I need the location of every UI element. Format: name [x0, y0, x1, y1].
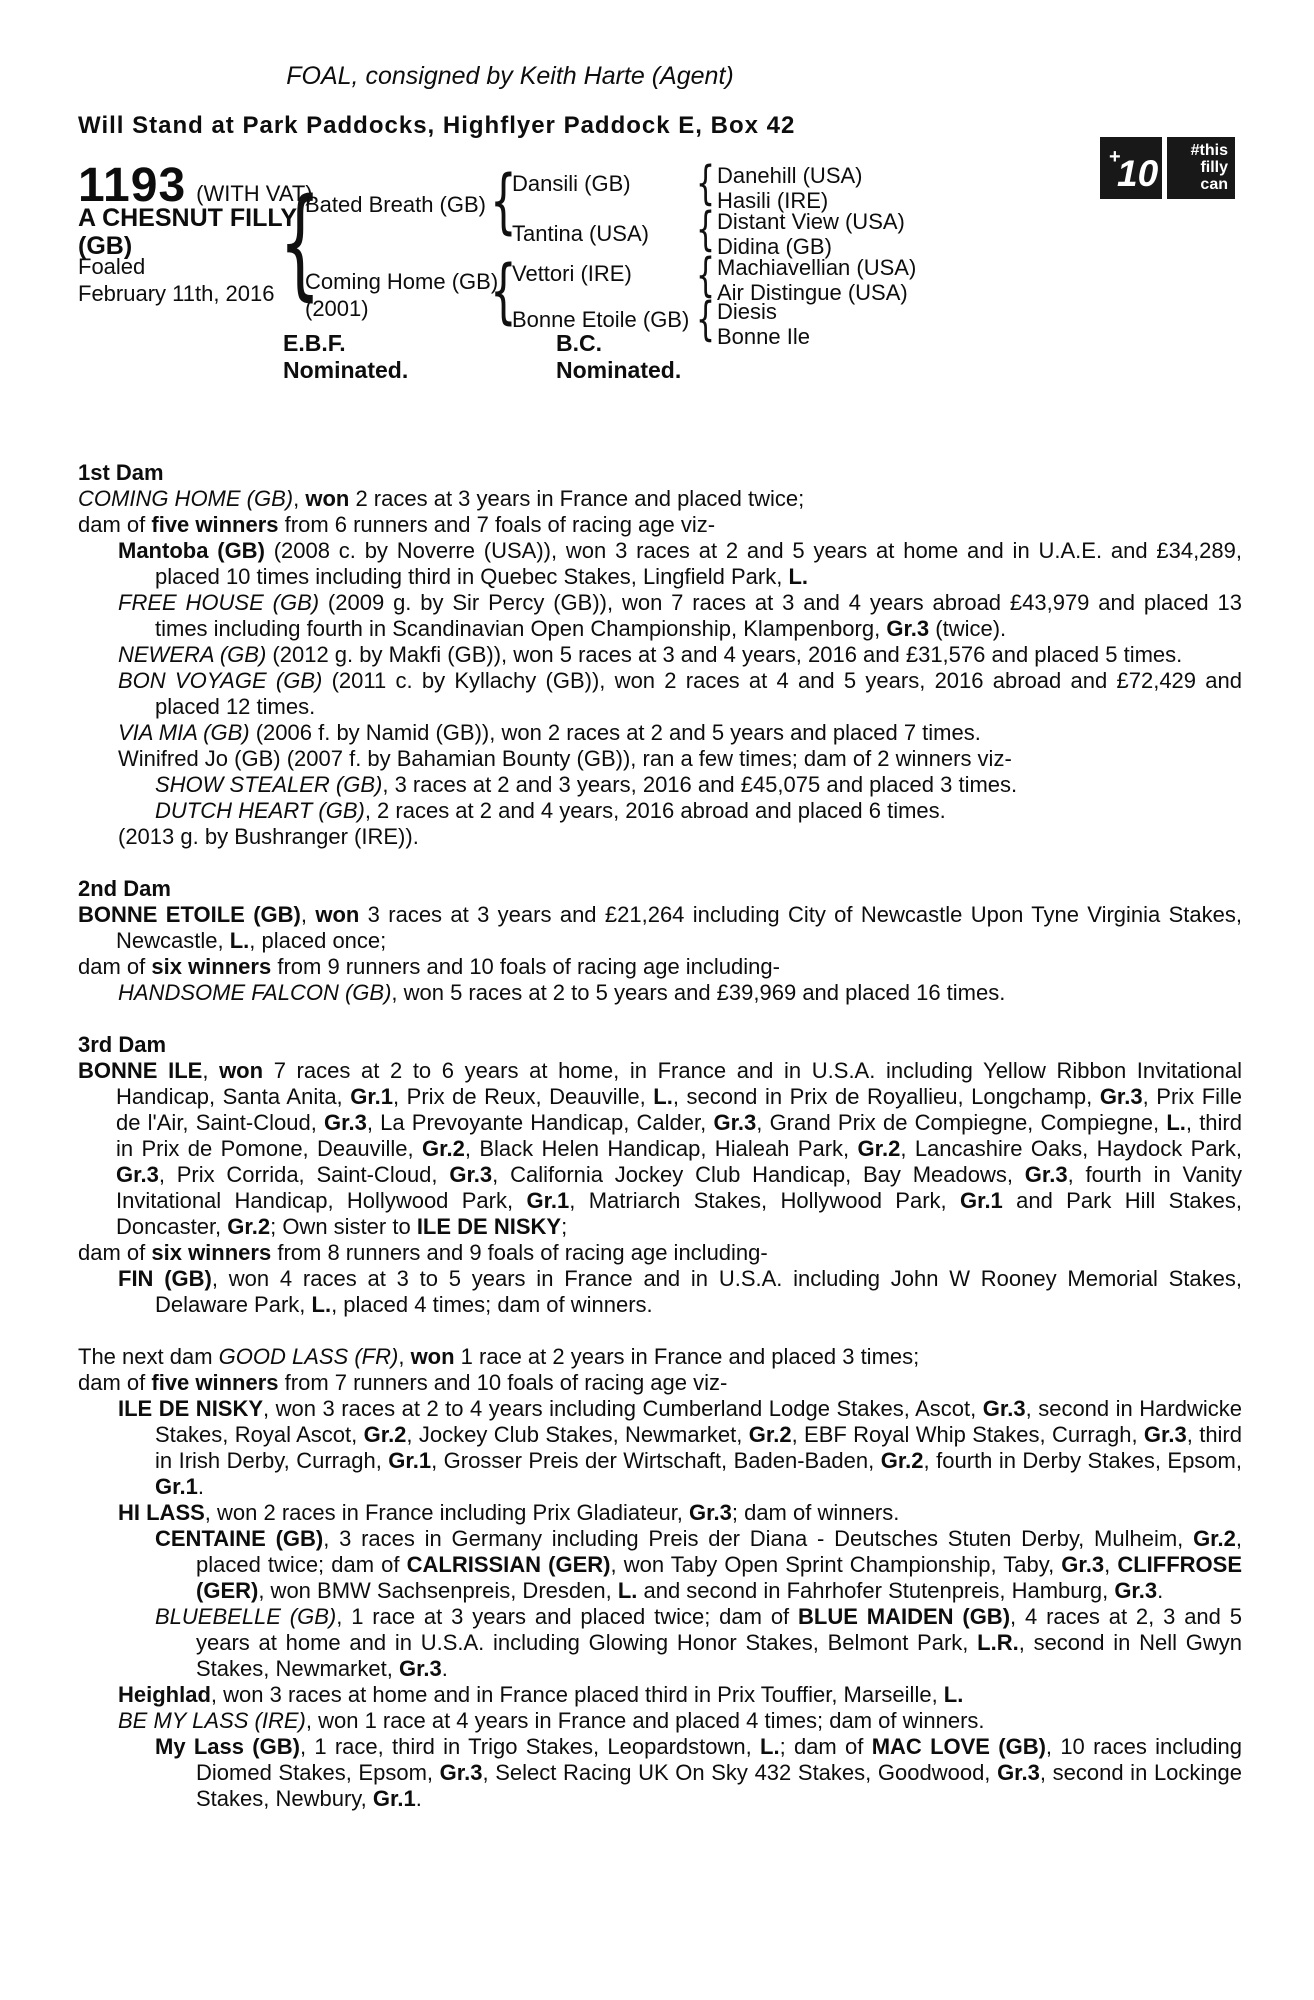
pedigree-dam-year: (2001)	[305, 296, 369, 321]
text-segment: Gr.3	[1061, 1552, 1105, 1577]
text-segment: won	[410, 1344, 455, 1369]
text-segment: Winifred Jo (GB) (2007 f. by Bahamian Bounty (GB)), ran a few times; dam of 2 winners viz-	[118, 746, 1012, 771]
pedigree-paragraph	[78, 1058, 1242, 1240]
pedigree-brace	[696, 296, 715, 342]
text-segment: ,	[398, 1344, 411, 1369]
text-segment: Gr.1	[388, 1448, 432, 1473]
text-segment: L.	[760, 1734, 780, 1759]
text-segment: Gr.1	[350, 1084, 394, 1109]
catalog-text	[78, 460, 1242, 1812]
text-segment: Gr.2	[422, 1136, 465, 1161]
text-segment: , won 1 race at 4 years in France and placed 4 times; dam of winners.	[305, 1708, 985, 1733]
this-filly-can-badge	[1167, 137, 1235, 199]
badge-line-2: filly	[1200, 159, 1228, 176]
plus-sign: +	[1109, 146, 1121, 168]
text-segment: from 7 runners and 10 foals of racing age viz-	[278, 1370, 728, 1395]
text-segment: 3 races at 3 years and £21,264 including City of Newcastle Upon Tyne Virginia Stakes, Newcastle,	[116, 902, 1242, 953]
pedigree-gg-name: Didina (GB)	[717, 234, 832, 259]
text-segment: .	[1157, 1578, 1164, 1603]
pedigree-paragraph	[78, 954, 1242, 980]
text-segment: , won 4 races at 3 to 5 years in France and in U.S.A. including John W Rooney Memorial Stakes, Delaware Park,	[155, 1266, 1242, 1317]
text-segment: ILE DE NISKY	[118, 1396, 264, 1421]
text-segment: GOOD LASS (FR)	[218, 1344, 399, 1369]
pedigree-gg-name: Machiavellian (USA)	[717, 255, 917, 280]
text-segment: .	[415, 1786, 422, 1811]
text-segment: COMING HOME (GB)	[78, 486, 294, 511]
pedigree-paragraph	[78, 1240, 1242, 1266]
text-segment: Gr.3	[689, 1500, 732, 1525]
pedigree-gg-pair	[717, 163, 863, 213]
pedigree-paragraph	[78, 1266, 1242, 1318]
text-segment: won	[219, 1058, 264, 1083]
text-segment: dam of	[78, 954, 152, 979]
text-segment: Gr.3	[1024, 1162, 1068, 1187]
text-segment: HI LASS	[118, 1500, 205, 1525]
text-segment: , California Jockey Club Handicap, Bay Meadows,	[492, 1162, 1025, 1187]
text-segment: and second in Fahrhofer Stutenpreis, Hamburg,	[637, 1578, 1115, 1603]
text-segment: CALRISSIAN (GER)	[406, 1552, 611, 1577]
pedigree-paragraph	[78, 902, 1242, 954]
text-segment: , Lancashire Oaks, Haydock Park,	[900, 1136, 1242, 1161]
pedigree-paragraph	[78, 486, 1242, 512]
text-segment: , Grosser Preis der Wirtschaft, Baden-Baden,	[431, 1448, 881, 1473]
pedigree-paragraph	[78, 824, 1242, 850]
pedigree-paragraph	[78, 668, 1242, 720]
pedigree-paragraph	[78, 1344, 1242, 1370]
text-segment: five winners	[151, 1370, 279, 1395]
text-segment: BE MY LASS (IRE)	[118, 1708, 306, 1733]
foaled-block	[78, 253, 275, 307]
pedigree-brace	[696, 206, 715, 252]
text-segment: Gr.3	[324, 1110, 367, 1135]
pedigree-gg-name: Bonne Ile	[717, 324, 810, 349]
text-segment: , Jockey Club Stakes, Newmarket,	[406, 1422, 749, 1447]
text-segment: SHOW STEALER (GB)	[155, 772, 383, 797]
text-segment: , third in Irish Derby, Curragh,	[155, 1422, 1242, 1473]
text-segment: , won BMW Sachsenpreis, Dresden,	[258, 1578, 618, 1603]
text-segment: Gr.3	[398, 1656, 442, 1681]
text-segment: Gr.2	[363, 1422, 407, 1447]
pedigree-gg-name: Diesis	[717, 299, 777, 324]
text-segment: Gr.1	[526, 1188, 570, 1213]
horse-name-line: A CHESNUT FILLY	[78, 204, 297, 232]
text-segment: BLUE MAIDEN (GB)	[798, 1604, 1011, 1629]
text-segment: .	[197, 1474, 204, 1499]
text-segment: L.	[617, 1578, 638, 1603]
text-segment: DUTCH HEART (GB)	[155, 798, 365, 823]
text-segment: BONNE ETOILE (GB)	[78, 902, 301, 927]
text-segment: , fourth in Derby Stakes, Epsom,	[923, 1448, 1242, 1473]
text-segment: CENTAINE (GB)	[155, 1526, 324, 1551]
text-segment: Gr.2	[857, 1136, 901, 1161]
text-segment: ,	[1104, 1552, 1118, 1577]
text-segment: , 1 race, third in Trigo Stakes, Leopardstown,	[299, 1734, 760, 1759]
text-segment: L.	[653, 1084, 673, 1109]
text-segment: Gr.2	[1193, 1526, 1236, 1551]
text-segment: , won Taby Open Sprint Championship, Taby,	[610, 1552, 1062, 1577]
text-segment: from 8 runners and 9 foals of racing age including-	[271, 1240, 768, 1265]
text-segment: from 6 runners and 7 foals of racing age viz-	[278, 512, 716, 537]
vat-note: (WITH VAT)	[196, 181, 313, 206]
text-segment: six winners	[151, 1240, 272, 1265]
text-segment: , won 2 races in France including Prix Gladiateur,	[204, 1500, 690, 1525]
text-segment: , 10 races including Diomed Stakes, Epsom,	[196, 1734, 1242, 1785]
text-segment: ,	[293, 486, 306, 511]
foaled-date: February 11th, 2016	[78, 281, 275, 306]
text-segment: Gr.3	[439, 1760, 483, 1785]
plus-10-badge	[1100, 137, 1162, 199]
text-segment: NEWERA (GB)	[118, 642, 267, 667]
text-segment: , fourth in Vanity Invitational Handicap, Hollywood Park,	[116, 1162, 1243, 1213]
text-segment: ; dam of	[779, 1734, 872, 1759]
text-segment: (2006 f. by Namid (GB)), won 2 races at 2 and 5 years and placed 7 times.	[249, 720, 981, 745]
text-segment: , second in Hardwicke Stakes, Royal Ascot,	[155, 1396, 1242, 1447]
text-segment: FIN (GB)	[118, 1266, 212, 1291]
text-segment: MAC LOVE (GB)	[871, 1734, 1046, 1759]
text-segment: Gr.3	[1143, 1422, 1187, 1447]
text-segment: , La Prevoyante Handicap, Calder,	[366, 1110, 714, 1135]
text-segment: Gr.2	[748, 1422, 792, 1447]
text-segment: Gr.3	[1099, 1084, 1143, 1109]
consignor-line: FOAL, consigned by Keith Harte (Agent)	[286, 62, 734, 90]
text-segment: , 3 races in Germany including Preis der Diana - Deutsches Stuten Derby, Mulheim,	[323, 1526, 1194, 1551]
text-segment: ;	[561, 1214, 568, 1239]
text-segment: , Prix de Reux, Deauville,	[393, 1084, 654, 1109]
text-segment: , Select Racing UK On Sky 432 Stakes, Goodwood,	[482, 1760, 998, 1785]
pedigree-paragraph	[78, 746, 1242, 772]
text-segment: six winners	[151, 954, 272, 979]
text-segment: FREE HOUSE (GB)	[118, 590, 320, 615]
pedigree-paragraph	[78, 980, 1242, 1006]
pedigree-gg-name: Distant View (USA)	[717, 209, 905, 234]
text-segment: Gr.1	[372, 1786, 416, 1811]
text-segment: Gr.3	[1114, 1578, 1158, 1603]
text-segment: , won 5 races at 2 to 5 years and £39,969 and placed 16 times.	[391, 980, 1006, 1005]
pedigree-gg-pair	[717, 255, 916, 305]
text-segment: .	[441, 1656, 448, 1681]
pedigree-gg-pair	[717, 209, 905, 259]
text-segment: 7 races at 2 to 6 years at home, in France and in U.S.A. including Yellow Ribbon Invitational Handicap, Santa Anita,	[116, 1058, 1242, 1109]
text-segment: , 3 races at 2 and 3 years, 2016 and £45,075 and placed 3 times.	[382, 772, 1018, 797]
dam-section	[78, 876, 1242, 1006]
text-segment: (2008 c. by Noverre (USA)), won 3 races at 2 and 5 years at home and in U.A.E. and £34,289, placed 10 times including third in Quebec Stakes, Lingfield Park,	[155, 538, 1243, 589]
text-segment: (2011 c. by Kyllachy (GB)), won 2 races at 4 and 5 years, 2016 abroad and £72,429 and placed 12 times.	[155, 668, 1242, 719]
text-segment: L.	[1166, 1110, 1186, 1135]
text-segment: L.	[229, 928, 250, 953]
text-segment: , second in Prix de Royallieu, Longchamp,	[672, 1084, 1100, 1109]
text-segment: , third in Prix de Pomone, Deauville,	[116, 1110, 1242, 1161]
text-segment: (2013 g. by Bushranger (IRE)).	[118, 824, 419, 849]
text-segment: CLIFFROSE (GER)	[196, 1552, 1242, 1603]
text-segment: ,	[300, 902, 316, 927]
text-segment: ; Own sister to	[270, 1214, 417, 1239]
text-segment: HANDSOME FALCON (GB)	[118, 980, 392, 1005]
ebf-nomination: E.B.F. Nominated.	[283, 330, 409, 383]
horse-name	[78, 204, 297, 260]
text-segment: (2012 g. by Makfi (GB)), won 5 races at 3 and 4 years, 2016 and £31,576 and placed 5 times.	[266, 642, 1183, 667]
pedigree-paragraph	[78, 1526, 1242, 1604]
horse-name-suffix: (GB)	[78, 232, 133, 260]
text-segment: , second in Nell Gwyn Stakes, Newmarket,	[196, 1630, 1242, 1681]
pedigree-gg-name: Hasili (IRE)	[717, 188, 829, 213]
text-segment: , Prix Corrida, Saint-Cloud,	[158, 1162, 450, 1187]
bc-nomination: B.C. Nominated.	[556, 330, 682, 383]
pedigree-gg-pair	[717, 299, 810, 349]
pedigree-paragraph	[78, 1396, 1242, 1500]
text-segment: L.	[943, 1682, 964, 1707]
pedigree-gg-name: Air Distingue (USA)	[717, 280, 908, 305]
text-segment: VIA MIA (GB)	[118, 720, 250, 745]
pedigree-paragraph	[78, 1500, 1242, 1526]
text-segment: ILE DE NISKY	[416, 1214, 562, 1239]
dam-section-header: 3rd Dam	[78, 1032, 167, 1057]
text-segment: , 1 race at 3 years and placed twice; dam of	[336, 1604, 799, 1629]
stand-location-line: Will Stand at Park Paddocks, Highflyer Paddock E, Box 42	[78, 112, 796, 139]
text-segment: five winners	[151, 512, 279, 537]
text-segment: Gr.3	[997, 1760, 1040, 1785]
text-segment: won	[305, 486, 350, 511]
text-segment: L.R.	[977, 1630, 1019, 1655]
text-segment: Gr.3	[116, 1162, 159, 1187]
dam-section-header: 2nd Dam	[78, 876, 171, 901]
text-segment: from 9 runners and 10 foals of racing age including-	[271, 954, 780, 979]
text-segment: BONNE ILE	[78, 1058, 203, 1083]
pedigree-dam-dam: Bonne Etoile (GB)	[512, 307, 690, 332]
text-segment: BLUEBELLE (GB)	[155, 1604, 337, 1629]
text-segment: L.	[788, 564, 809, 589]
text-segment: , Matriarch Stakes, Hollywood Park,	[569, 1188, 960, 1213]
text-segment: won	[315, 902, 360, 927]
text-segment: 1 race at 2 years in France and placed 3 times;	[454, 1344, 920, 1369]
text-segment: ; dam of winners.	[731, 1500, 900, 1525]
pedigree-paragraph	[78, 1734, 1242, 1812]
pedigree-paragraph	[78, 538, 1242, 590]
text-segment: Gr.1	[155, 1474, 198, 1499]
text-segment: Heighlad	[118, 1682, 211, 1707]
text-segment: , 2 races at 2 and 4 years, 2016 abroad and placed 6 times.	[364, 798, 946, 823]
text-segment: , Black Helen Handicap, Hialeah Park,	[464, 1136, 858, 1161]
text-segment: My Lass (GB)	[155, 1734, 300, 1759]
text-segment: Gr.1	[959, 1188, 1003, 1213]
foaled-label: Foaled	[78, 254, 146, 279]
text-segment: ,	[202, 1058, 220, 1083]
text-segment: and Park Hill Stakes, Doncaster,	[116, 1188, 1243, 1239]
text-segment: Gr.2	[227, 1214, 271, 1239]
text-segment: , placed twice; dam of	[196, 1526, 1242, 1577]
pedigree-dam	[305, 268, 498, 322]
text-segment: , won 3 races at home and in France placed third in Prix Touffier, Marseille,	[210, 1682, 944, 1707]
pedigree-paragraph	[78, 720, 1242, 746]
dam-section	[78, 1344, 1242, 1812]
dam-section	[78, 460, 1242, 850]
text-segment: , won 3 races at 2 to 4 years including Cumberland Lodge Stakes, Ascot,	[263, 1396, 983, 1421]
pedigree-paragraph	[78, 1708, 1242, 1734]
pedigree-brace	[696, 160, 715, 206]
pedigree-paragraph	[78, 798, 1242, 824]
text-segment: Gr.3	[713, 1110, 757, 1135]
pedigree-sire: Bated Breath (GB)	[305, 192, 486, 217]
dam-section	[78, 1032, 1242, 1318]
text-segment: , placed 4 times; dam of winners.	[331, 1292, 653, 1317]
pedigree-paragraph	[78, 772, 1242, 798]
text-segment: Gr.3	[449, 1162, 493, 1187]
text-segment: L.	[311, 1292, 332, 1317]
text-segment: , placed once;	[249, 928, 387, 953]
text-segment: Gr.3	[886, 616, 930, 641]
text-segment: (2009 g. by Sir Percy (GB)), won 7 races at 3 and 4 years abroad £43,979 and placed 13 times including fourth in Scandinavian Open Championship, Klampenborg,	[155, 590, 1243, 641]
text-segment: Mantoba (GB)	[118, 538, 265, 563]
text-segment: , Grand Prix de Compiegne, Compiegne,	[756, 1110, 1167, 1135]
pedigree-paragraph	[78, 1682, 1242, 1708]
text-segment: 2 races at 3 years in France and placed twice;	[349, 486, 805, 511]
badge-line-1: #this	[1190, 142, 1228, 159]
pedigree-gg-name: Danehill (USA)	[717, 163, 863, 188]
text-segment: , 4 races at 2, 3 and 5 years at home and in U.S.A. including Glowing Honor Stakes, Belmont Park,	[196, 1604, 1242, 1655]
pedigree-dam-name: Coming Home (GB)	[305, 269, 499, 294]
text-segment: , EBF Royal Whip Stakes, Curragh,	[791, 1422, 1144, 1447]
pedigree-paragraph	[78, 642, 1242, 668]
pedigree-sire-dam: Tantina (USA)	[512, 221, 649, 246]
text-segment: Gr.3	[982, 1396, 1026, 1421]
pedigree-paragraph	[78, 1604, 1242, 1682]
badge-line-3: can	[1200, 176, 1228, 193]
pedigree-dam-sire: Vettori (IRE)	[512, 261, 632, 286]
text-segment: dam of	[78, 512, 152, 537]
text-segment: Gr.2	[880, 1448, 924, 1473]
pedigree-paragraph	[78, 590, 1242, 642]
pedigree-sire-sire: Dansili (GB)	[512, 171, 631, 196]
text-segment: The next dam	[78, 1344, 219, 1369]
pedigree-paragraph	[78, 1370, 1242, 1396]
lot-number: 1193	[78, 159, 187, 212]
pedigree-paragraph	[78, 512, 1242, 538]
text-segment: dam of	[78, 1240, 152, 1265]
dam-section-header: 1st Dam	[78, 460, 164, 485]
text-segment: , Prix Fille de l'Air, Saint-Cloud,	[116, 1084, 1243, 1135]
plus-10-number: 10	[1117, 153, 1159, 194]
text-segment: (twice).	[929, 616, 1007, 641]
text-segment: BON VOYAGE (GB)	[118, 668, 323, 693]
text-segment: dam of	[78, 1370, 152, 1395]
text-segment: , second in Lockinge Stakes, Newbury,	[196, 1760, 1243, 1811]
